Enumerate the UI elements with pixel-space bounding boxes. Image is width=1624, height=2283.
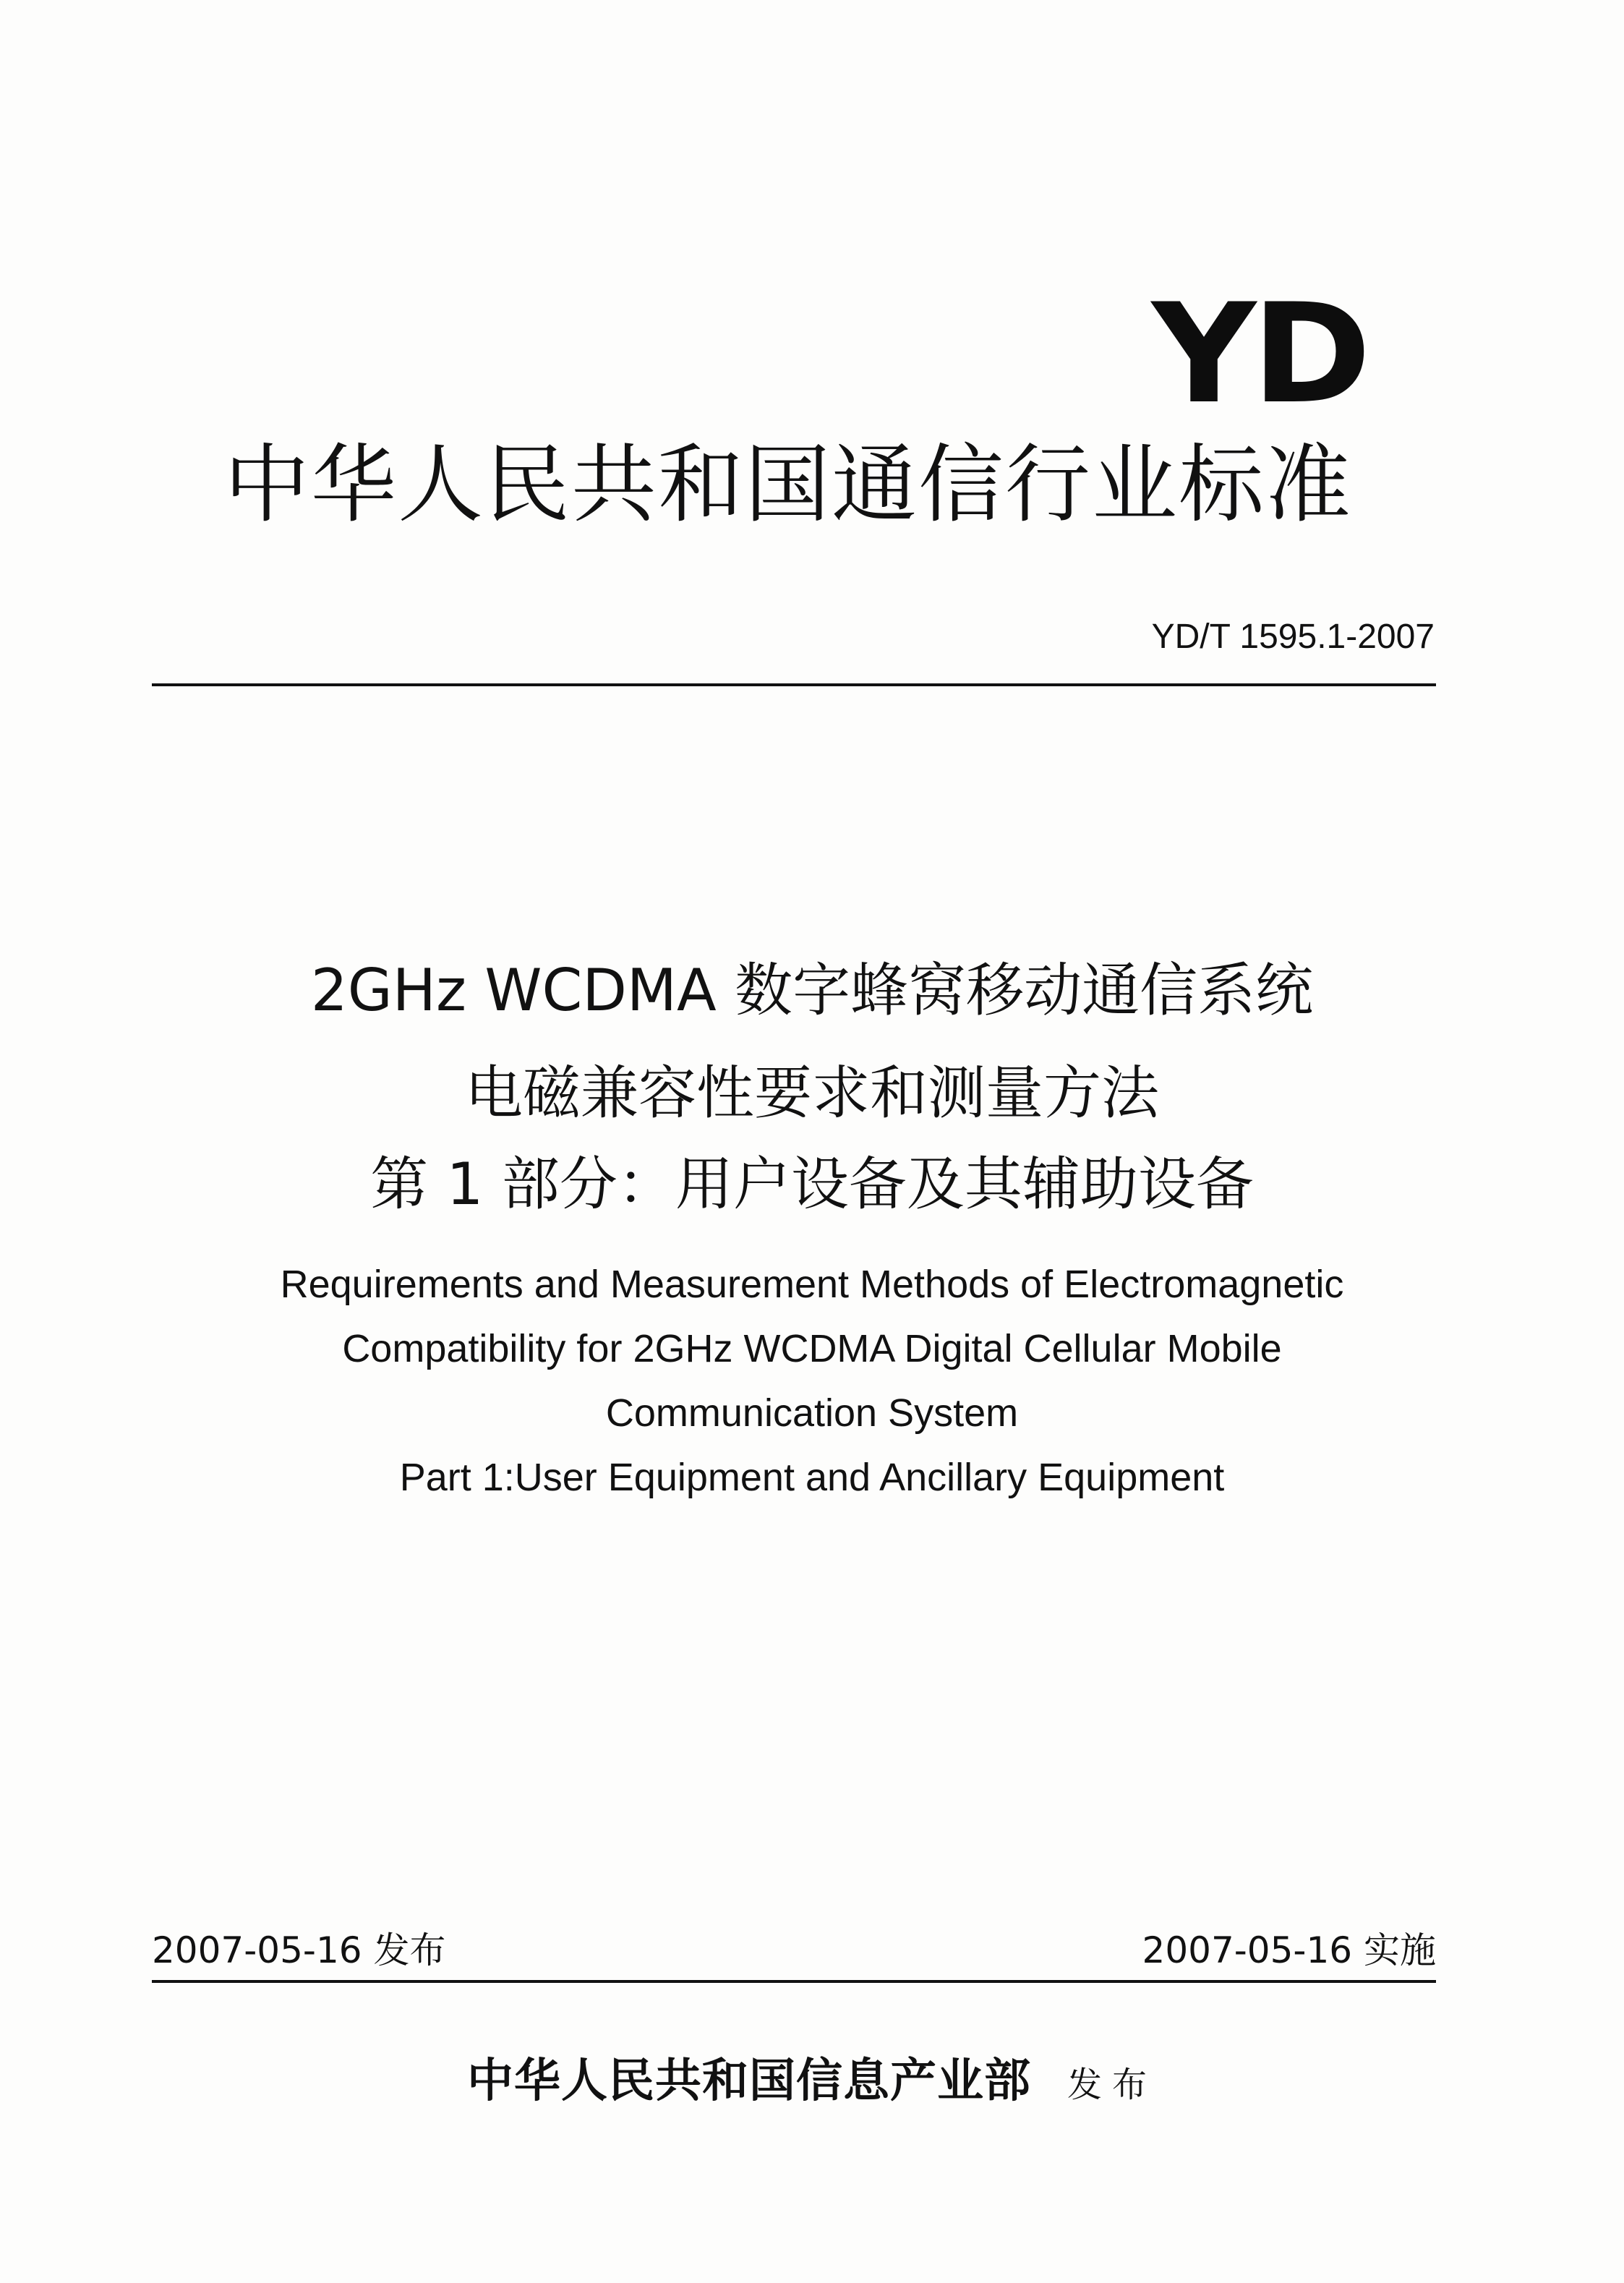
english-title-line-4: Part 1:User Equipment and Ancillary Equipment <box>399 1456 1225 1499</box>
standard-category-title: 中华人民共和国通信行业标准 <box>223 435 1352 534</box>
chinese-title-line-1: 2GHz WCDMA 数字蜂窝移动通信系统 <box>310 957 1314 1024</box>
english-title-line-3: Communication System <box>605 1391 1019 1435</box>
yd-logo: YD <box>1151 274 1367 434</box>
english-title-line-1: Requirements and Measurement Methods of Electromagnetic <box>280 1263 1344 1306</box>
publisher-name: 中华人民共和国信息产业部 <box>466 2054 1031 2108</box>
bottom-divider <box>152 1980 1436 1983</box>
publisher-suffix: 发布 <box>1067 2065 1157 2105</box>
chinese-title-line-3: 第 1 部分：用户设备及其辅助设备 <box>370 1151 1254 1218</box>
top-divider <box>152 683 1436 686</box>
publisher-line <box>0 2054 1624 2109</box>
english-title-line-2: Compatibility for 2GHz WCDMA Digital Cellular Mobile <box>342 1327 1282 1370</box>
standard-number: YD/T 1595.1-2007 <box>1151 618 1435 656</box>
implementation-date: 2007-05-16 实施 <box>1142 1929 1436 1971</box>
issue-date: 2007-05-16 发布 <box>152 1929 446 1971</box>
chinese-title-line-2: 电磁兼容性要求和测量方法 <box>465 1059 1159 1127</box>
